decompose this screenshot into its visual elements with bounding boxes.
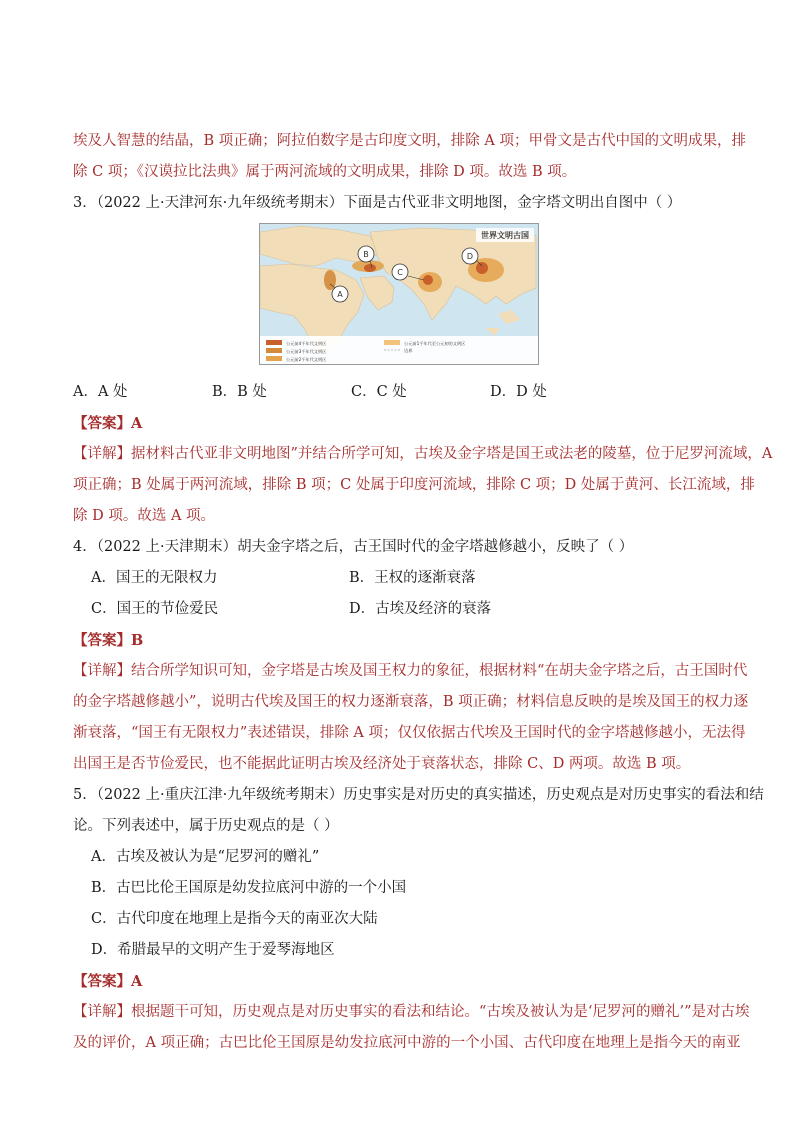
q3-detail-line-3: 除 D 项。故选 A 项。 [73,508,216,524]
q3-stem: 3．（2022 上·天津河东·九年级统考期末）下面是古代亚非文明地图，金字塔文明出自图中（ ） [73,195,682,211]
legend-item-3: 公元前2千年代文明区 [286,357,327,362]
q4-detail-line-3: 渐衰落，“国王有无限权力”表述错误，排除 A 项；仅仅依据古代埃及王国时代的金字塔越修越小，无法得 [73,725,746,741]
q4-option-b: B．王权的逐渐衰落 [349,570,476,586]
q4-detail-line-4: 出国王是否节俭爱民，也不能据此证明古埃及经济处于衰落状态，排除 C、D 两项。故选 B 项。 [73,756,691,772]
q5-option-d: D．希腊最早的文明产生于爱琴海地区 [91,942,335,958]
q3-option-b: B．B 处 [212,384,267,400]
legend-item-1: 公元前4千年代文明区 [286,341,327,346]
map-title: 世界文明古国 [481,231,529,240]
q3-options [73,377,723,408]
q3-option-d: D．D 处 [490,384,547,400]
q3-answer: 【答案】A [73,415,143,432]
q4-stem: 4．（2022 上·天津期末）胡夫金字塔之后，古王国时代的金字塔越修越小，反映了（ ） [73,539,634,555]
legend-item-2: 公元前3千年代文明区 [286,349,327,354]
legend-item-5: 边界 [404,348,413,353]
prev-detail-line-2: 除 C 项；《汉谟拉比法典》属于两河流域的文明成果，排除 D 项。故选 B 项。 [73,164,577,180]
q3-map-container [73,223,723,371]
q5-stem-line-2: 论。下列表述中，属于历史观点的是（ ） [73,818,339,834]
prev-detail-line-1: 埃及人智慧的结晶，B 项正确；阿拉伯数字是古印度文明，排除 A 项；甲骨文是古代中国的文明成果，排 [73,133,746,149]
svg-text:D: D [466,252,474,261]
q3-detail-line-1: 【详解】据材料古代亚非文明地图”并结合所学可知，古埃及金字塔是国王或法老的陵墓，位于尼罗河流域，A [73,446,773,462]
svg-text:C: C [397,268,403,277]
q5-detail-line-1: 【详解】根据题干可知，历史观点是对历史事实的看法和结论。“古埃及被认为是‘尼罗河的赠礼’”是对古埃 [73,1004,750,1020]
q4-answer: 【答案】B [73,632,144,649]
q5-detail-line-2: 及的评价，A 项正确；古巴比伦王国原是幼发拉底河中游的一个小国、古代印度在地理上是指今天的南亚 [73,1035,741,1051]
q3-option-c: C．C 处 [351,384,407,400]
map-legend [260,336,538,364]
q4-options-row-2 [73,594,723,625]
q5-option-b: B．古巴比伦王国原是幼发拉底河中游的一个小国 [91,880,407,896]
q5-answer: 【答案】A [73,973,143,990]
svg-text:B: B [363,250,369,259]
q5-option-c: C．古代印度在地理上是指今天的南亚次大陆 [91,911,378,927]
q4-option-d: D．古埃及经济的衰落 [349,601,492,617]
q4-detail-line-1: 【详解】结合所学知识可知，金字塔是古埃及国王权力的象征，根据材料“在胡夫金字塔之后，古王国时代 [73,663,748,679]
ancient-civilizations-map [259,223,539,365]
worksheet-page [73,126,773,1059]
q4-detail-line-2: 的金字塔越修越小”，说明古代埃及国王的权力逐渐衰落，B 项正确；材料信息反映的是埃及国王的权力逐 [73,694,749,710]
q4-option-c: C．国王的节俭爱民 [91,601,219,617]
legend-item-4: 公元前1千年代至公元初的文明区 [404,341,466,346]
q3-option-a: A．A 处 [73,384,128,400]
q4-option-a: A．国王的无限权力 [91,570,218,586]
q5-option-a: A．古埃及被认为是“尼罗河的赠礼” [91,849,320,865]
q5-stem-line-1: 5．（2022 上·重庆江津·九年级统考期末）历史事实是对历史的真实描述，历史观点是对历史事实的看法和结 [73,787,764,803]
svg-text:A: A [337,290,343,299]
q3-detail-line-2: 项正确；B 处属于两河流域，排除 B 项；C 处属于印度河流域，排除 C 项；D 处属于黄河、长江流域，排 [73,477,755,493]
q4-options-row-1 [73,563,723,594]
